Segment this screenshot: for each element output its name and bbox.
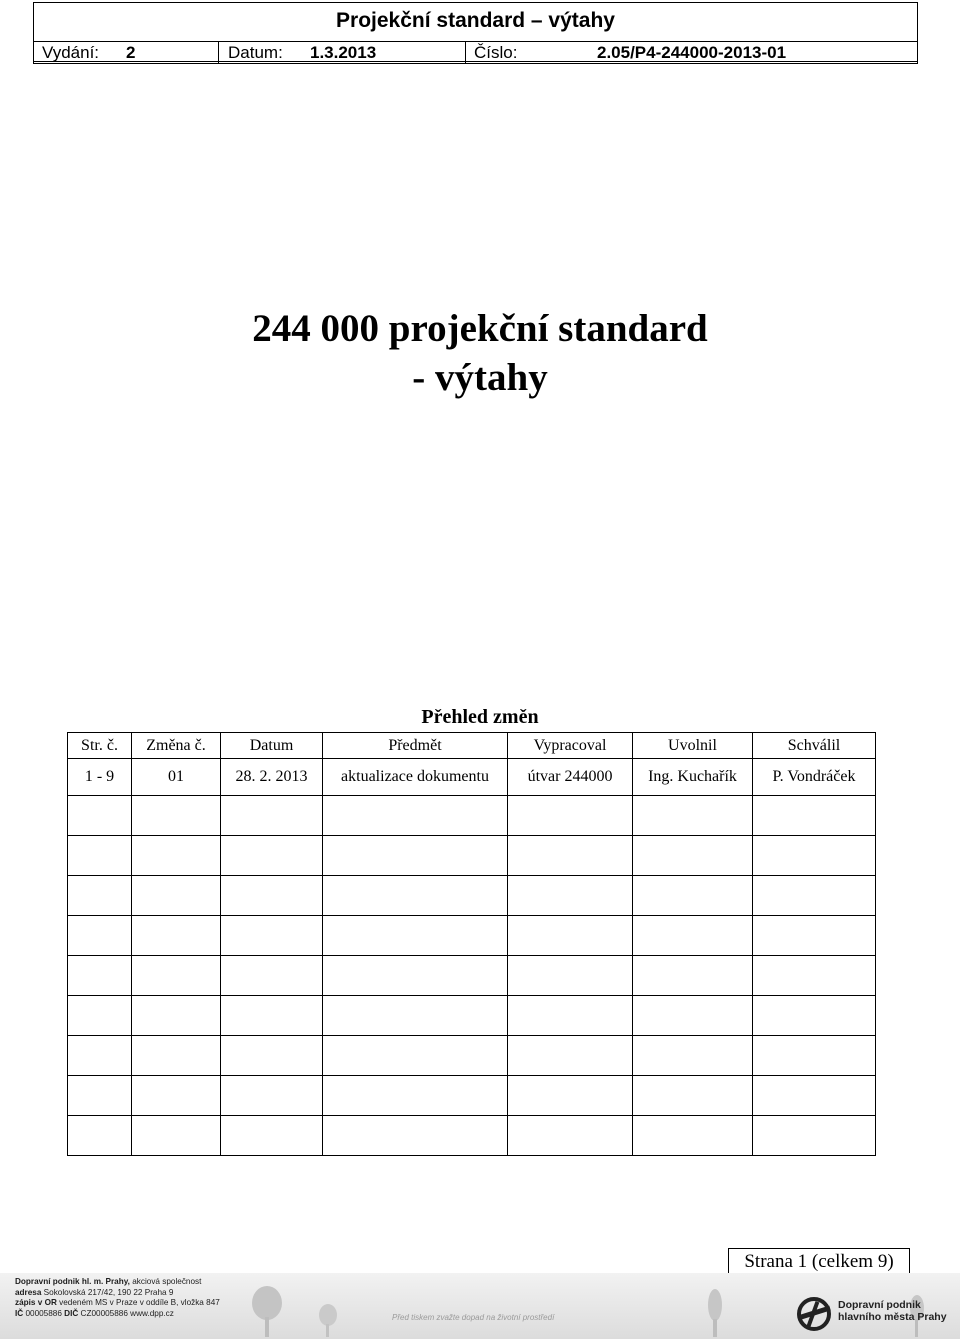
header-info-row <box>33 41 918 64</box>
header-title: Projekční standard – výtahy <box>336 9 615 32</box>
brand-name <box>838 1299 947 1323</box>
edition-label: Vydání: <box>42 43 100 62</box>
table-cell: 28. 2. 2013 <box>221 759 323 796</box>
column-header: Datum <box>221 733 323 759</box>
registry: vedeném MS v Praze v oddíle B, vložka 847 <box>56 1298 220 1308</box>
environment-note: Před tiskem zvažte dopad na životní prostředí <box>392 1313 555 1322</box>
document-title-line2: - výtahy <box>412 356 548 399</box>
column-header: Změna č. <box>132 733 221 759</box>
ico: 00005886 <box>23 1309 65 1319</box>
address-label: adresa <box>15 1287 42 1297</box>
document-title <box>0 304 960 402</box>
address: Sokolovská 217/42, 190 22 Praha 9 <box>41 1287 174 1297</box>
page-number: Strana 1 (celkem 9) <box>728 1248 910 1273</box>
table-row-empty <box>68 916 876 956</box>
table-row-empty <box>68 1036 876 1076</box>
table-row <box>68 759 876 796</box>
column-header: Vypracoval <box>508 733 633 759</box>
column-header: Předmět <box>323 733 508 759</box>
edition-value: 2 <box>126 43 136 62</box>
date-value: 1.3.2013 <box>310 43 377 62</box>
company-info <box>15 1277 220 1320</box>
table-cell: 1 - 9 <box>68 759 132 796</box>
table-row-empty <box>68 1076 876 1116</box>
table-row-empty <box>68 836 876 876</box>
column-header: Schválil <box>753 733 876 759</box>
document-title-line1: 244 000 projekční standard <box>252 307 708 350</box>
dpp-logo-icon <box>795 1295 833 1333</box>
table-cell: P. Vondráček <box>753 759 876 796</box>
column-header: Uvolnil <box>633 733 753 759</box>
table-row-empty <box>68 876 876 916</box>
brand-line2: hlavního města Prahy <box>838 1311 947 1323</box>
tree-icon <box>702 1287 728 1337</box>
company-name: Dopravní podnik hl. m. Prahy, <box>15 1277 130 1286</box>
date-label: Datum: <box>228 43 283 62</box>
table-cell: aktualizace dokumentu <box>323 759 508 796</box>
changes-title: Přehled změn <box>421 706 539 728</box>
table-row-empty <box>68 996 876 1036</box>
number-label: Číslo: <box>474 43 518 62</box>
tree-icon <box>242 1283 292 1337</box>
changes-table <box>67 732 876 1156</box>
company-type: akciová společnost <box>129 1277 202 1286</box>
table-cell: 01 <box>132 759 221 796</box>
page-footer <box>0 1273 960 1339</box>
dic: CZ00005886 www.dpp.cz <box>78 1309 174 1319</box>
table-row-empty <box>68 956 876 996</box>
table-cell: Ing. Kuchařík <box>633 759 753 796</box>
brand-line1: Dopravní podnik <box>838 1299 921 1311</box>
document-header <box>33 2 918 62</box>
ico-label: IČ <box>15 1309 24 1319</box>
tree-icon <box>313 1303 343 1337</box>
number-value: 2.05/P4-244000-2013-01 <box>597 43 787 62</box>
table-cell: útvar 244000 <box>508 759 633 796</box>
registry-label: zápis v OR <box>15 1298 57 1308</box>
table-row-empty <box>68 1116 876 1156</box>
column-header: Str. č. <box>68 733 132 759</box>
table-header-row <box>68 733 876 759</box>
table-row-empty <box>68 796 876 836</box>
dic-label: DIČ <box>64 1309 79 1319</box>
